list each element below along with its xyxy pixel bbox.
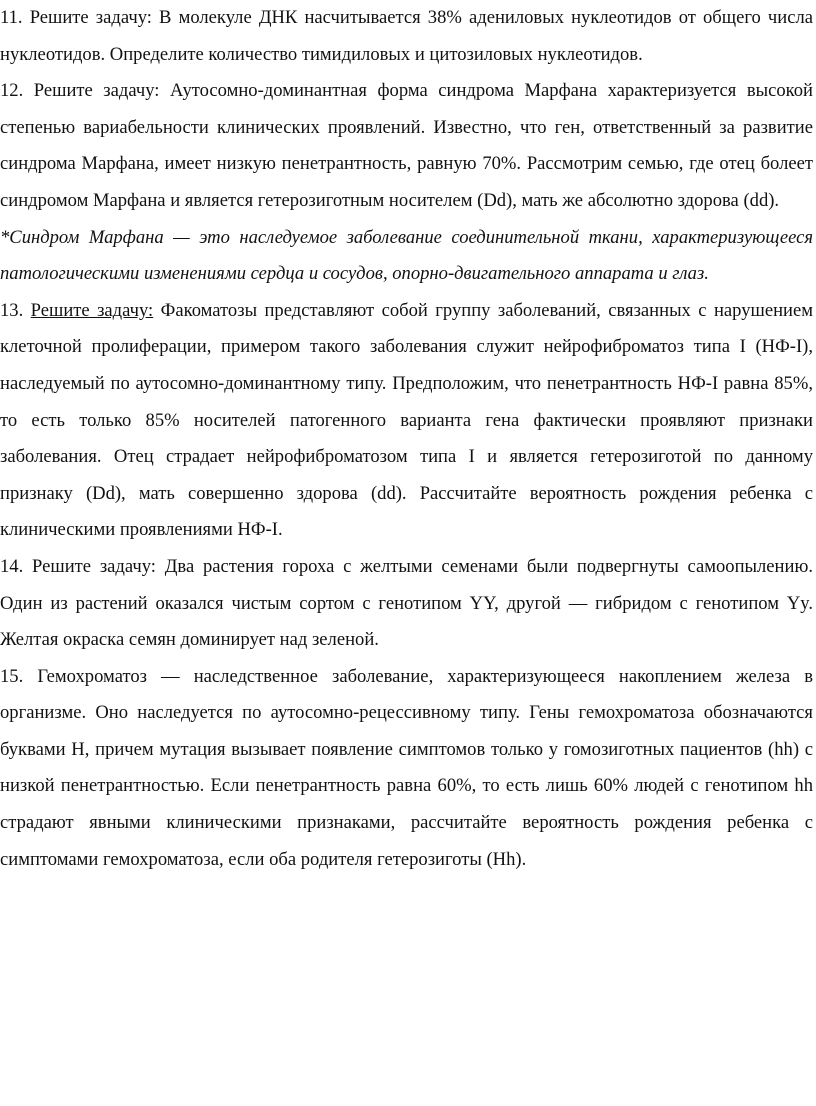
- task-11: [0, 0, 813, 73]
- task-number: 12.: [0, 80, 24, 102]
- task-14: [0, 549, 813, 659]
- task-13: [0, 293, 813, 549]
- task-text: Решите задачу: Два растения гороха с желтыми семенами были подвергнуты самоопылению. Один из растений оказался чистым сортом с генотипом YY, другой — гибридом с генотипом Yy. Желтая окраска семян доминирует над зеленой.: [0, 555, 813, 651]
- task-12-footnote: *Синдром Марфана — это наследуемое заболевание соединительной ткани, характеризующееся патологическими изменениями сердца и сосудов, опорно-двигательного аппарата и глаз.: [0, 226, 813, 285]
- task-number: 14.: [0, 555, 24, 577]
- task-text: Гемохроматоз — наследственное заболевание, характеризующееся накоплением железа в организме. Оно наследуется по аутосомно-рецессивному типу. Гены гемохроматоза обозначаются буквами H, причем мутация вызывает появление симптомов только у гомозиготных пациентов (hh) с низкой пенетрантностью. Если пенетрантность равна 60%, то есть лишь 60% людей с генотипом hh страдают явными клиническими признаками, рассчитайте вероятность рождения ребенка с симптомами гемохроматоза, если оба родителя гетерозиготы (Hh).: [0, 665, 813, 870]
- task-15: [0, 659, 813, 879]
- task-text: Факоматозы представляют собой группу заболеваний, связанных с нарушением клеточной пролиферации, примером такого заболевания служит нейрофиброматоз типа I (НФ-I), наследуемый по аутосомно-доминантному типу. Предположим, что пенетрантность НФ-I равна 85%, то есть только 85% носителей патогенного варианта гена фактически проявляют признаки заболевания. Отец страдает нейрофиброматозом типа I и является гетерозиготой по данному признаку (Dd), мать совершенно здорова (dd). Рассчитайте вероятность рождения ребенка с клиническими проявлениями НФ-I.: [0, 299, 813, 541]
- task-number: 15.: [0, 665, 24, 687]
- task-lead: Решите задачу:: [30, 299, 154, 321]
- task-text: Решите задачу: Аутосомно-доминантная форма синдрома Марфана характеризуется высокой степенью вариабельности клинических проявлений. Известно, что ген, ответственный за развитие синдрома Марфана, имеет низкую пенетрантность, равную 70%. Рассмотрим семью, где отец болеет синдромом Марфана и является гетерозиготным носителем (Dd), мать же абсолютно здорова (dd).: [0, 80, 813, 211]
- task-number: 11.: [0, 7, 23, 28]
- task-12: [0, 73, 813, 219]
- task-number: 13.: [0, 299, 24, 321]
- task-text: Решите задачу: В молекуле ДНК насчитывается 38% адениловых нуклеотидов от общего числа нуклеотидов. Определите количество тимидиловых и цитозиловых нуклеотидов.: [0, 7, 813, 65]
